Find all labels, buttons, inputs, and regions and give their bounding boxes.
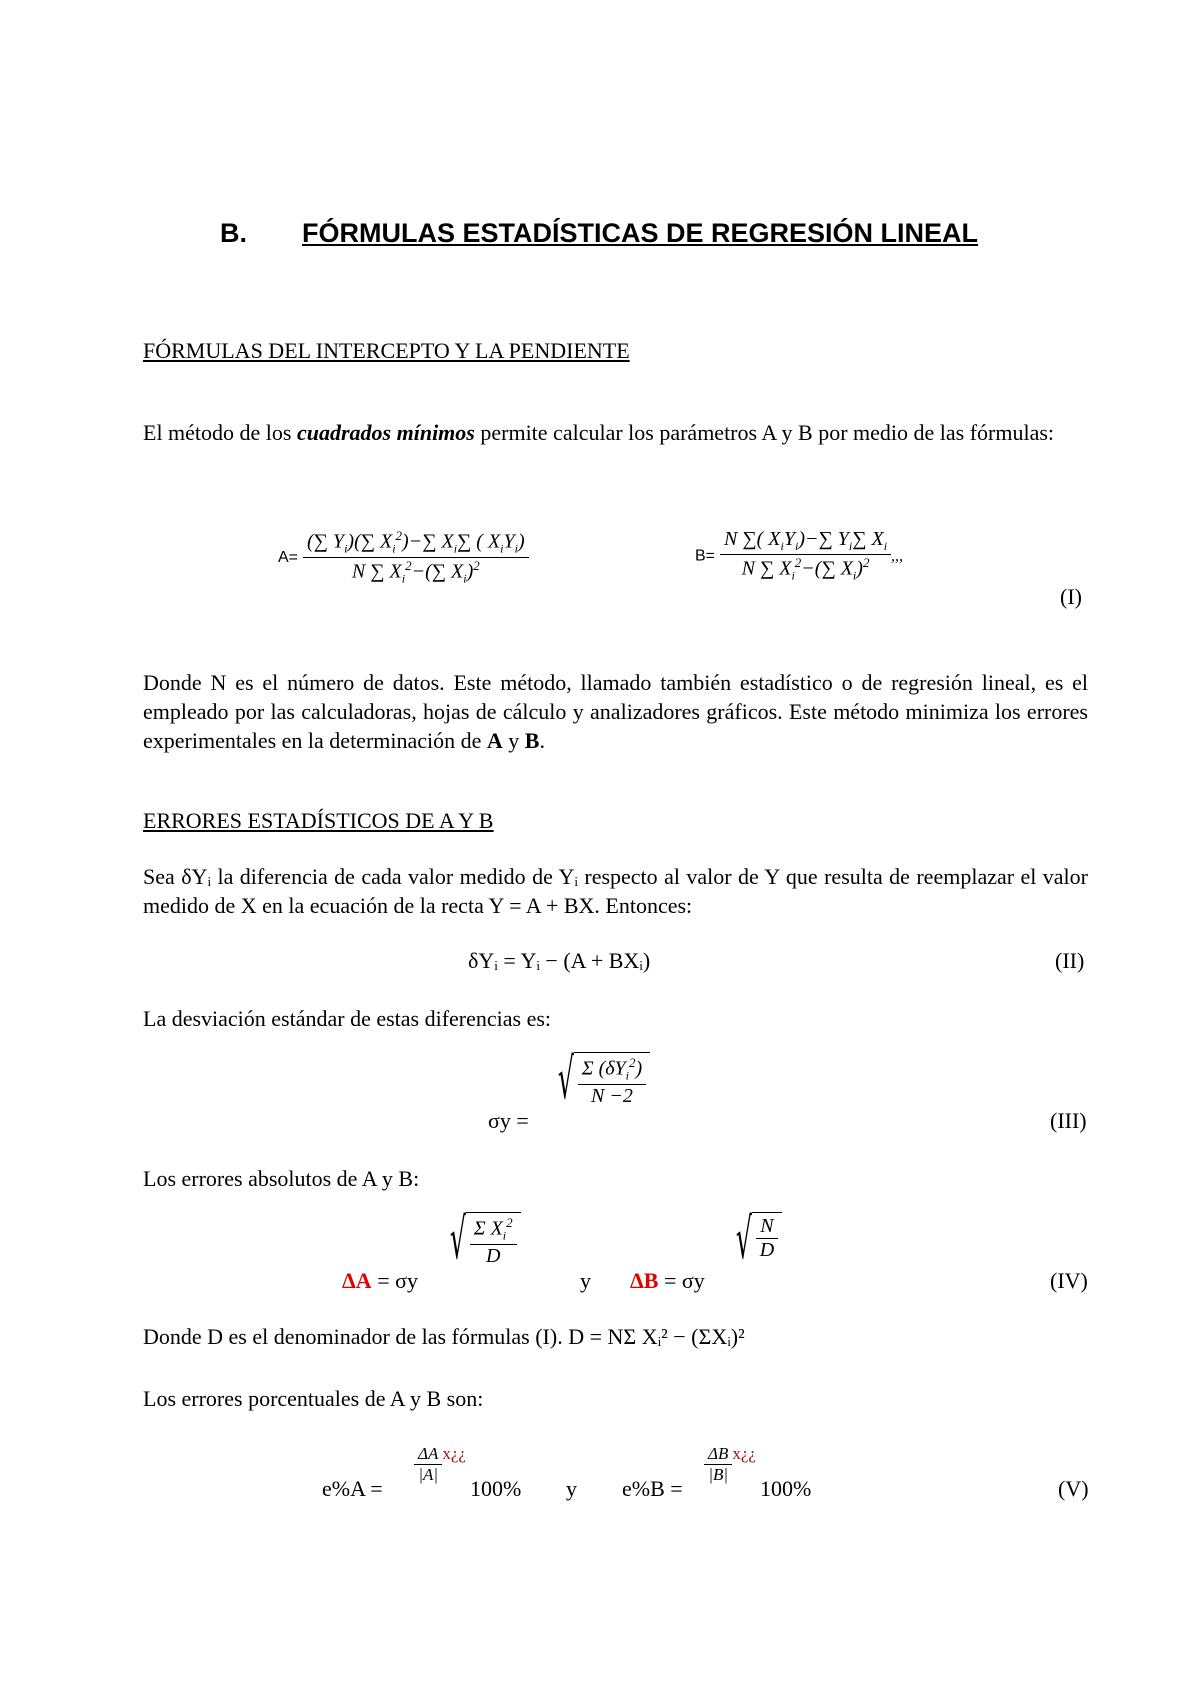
paragraph-std-dev: La desviación estándar de estas diferencias es: [143, 1006, 552, 1031]
formula-B: B= $\frac{N \sum( X_iY_i)-\sum Y_i\sum X_i}{N \sum X_i^2-(\sum X_i)^2}$ ,,, [695, 528, 904, 583]
emphasis-least-squares: cuadrados mínimos [296, 420, 475, 445]
intro-paragraph: El método de los cuadrados mínimos permite calcular los parámetros A y B por medio de las fórmulas: [143, 420, 1055, 445]
equation-V-B-lhs: e%B = [622, 1476, 683, 1501]
equation-IV-A-root: √ $\frac{\Sigma X_i^2}{D}$ [440, 1212, 521, 1268]
paragraph-delta-Y: Sea δYᵢ la diferencia de cada valor medido de Yᵢ respecto al valor de Y que resulta de reemplazar el valor medido de X en la ecuación de la recta Y = A + BX. Entonces: [143, 864, 1088, 918]
equation-V-and: y [566, 1476, 577, 1501]
equation-IV-and: y [580, 1268, 591, 1293]
formula-B-fraction: $\frac{N \sum( X_iY_i)-\sum Y_i\sum X_i}{N \sum X_i^2-(\sum X_i)^2}$ [720, 528, 891, 584]
equation-label-II: (II) [1055, 948, 1085, 973]
equation-V-A-lhs: e%A = [322, 1476, 383, 1501]
paragraph-denominator-D: Donde D es el denominador de las fórmulas (I). D = NΣ Xᵢ² − (ΣXᵢ)² [143, 1324, 745, 1349]
delta-A: ΔA [342, 1268, 372, 1293]
paragraph-absolute-errors: Los errores absolutos de A y B: [143, 1166, 420, 1191]
equation-IV-B-root: √ $\frac{N}{D}$ [726, 1212, 782, 1268]
page-title [220, 218, 978, 249]
title-letter: B. [220, 218, 247, 248]
paragraph-percent-errors: Los errores porcentuales de A y B son: [143, 1386, 484, 1411]
equation-III-lhs: σy = [488, 1108, 529, 1133]
delta-B: ΔB [630, 1268, 659, 1293]
equation-II: δYᵢ = Yᵢ − (A + BXᵢ) [468, 948, 651, 973]
paragraph-definition-N: Donde N es el número de datos. Este método, llamado también estadístico o de regresión lineal, es el empleado por las calculadoras, hojas de cálculo y analizadores gráficos. Este método minimiza los errores experimentales en la determinación de A y B. [143, 670, 1088, 753]
title-text: FÓRMULAS ESTADÍSTICAS DE REGRESIÓN LINEAL [302, 218, 979, 248]
equation-V-B-100: 100% [760, 1476, 812, 1501]
equation-V-A-100: 100% [470, 1476, 522, 1501]
equation-IV-A: ΔA = σy [342, 1268, 418, 1293]
equation-label-V: (V) [1058, 1476, 1089, 1501]
formula-A: A= $\frac{(\sum Y_i)(\sum X_i^2)-\sum X_i\sum ( X_iY_i)}{N \sum X_i^2-(\sum X_i)^2}$ [278, 528, 529, 586]
equation-III-root: √ $\frac{\Sigma (\delta Y_i^2)}{N -2}$ [548, 1052, 650, 1108]
equation-label-I: (I) [1060, 584, 1082, 609]
equation-label-IV: (IV) [1050, 1268, 1088, 1293]
equation-V-B-frac: $\frac{\Delta B}{|B|}$ x¿¿ [704, 1444, 756, 1485]
equation-label-III: (III) [1050, 1108, 1087, 1133]
section-heading-intercept-slope: FÓRMULAS DEL INTERCEPTO Y LA PENDIENTE [143, 338, 630, 363]
formula-A-fraction: $\frac{(\sum Y_i)(\sum X_i^2)-\sum X_i\sum ( X_iY_i)}{N \sum X_i^2-(\sum X_i)^2}$ [303, 528, 529, 586]
section-heading-errors: ERRORES ESTADÍSTICOS DE A Y B [143, 808, 494, 833]
equation-V-A-frac: $\frac{\Delta A}{|A|}$ x¿¿ [414, 1444, 466, 1485]
equation-IV-B: ΔB = σy [630, 1268, 705, 1293]
